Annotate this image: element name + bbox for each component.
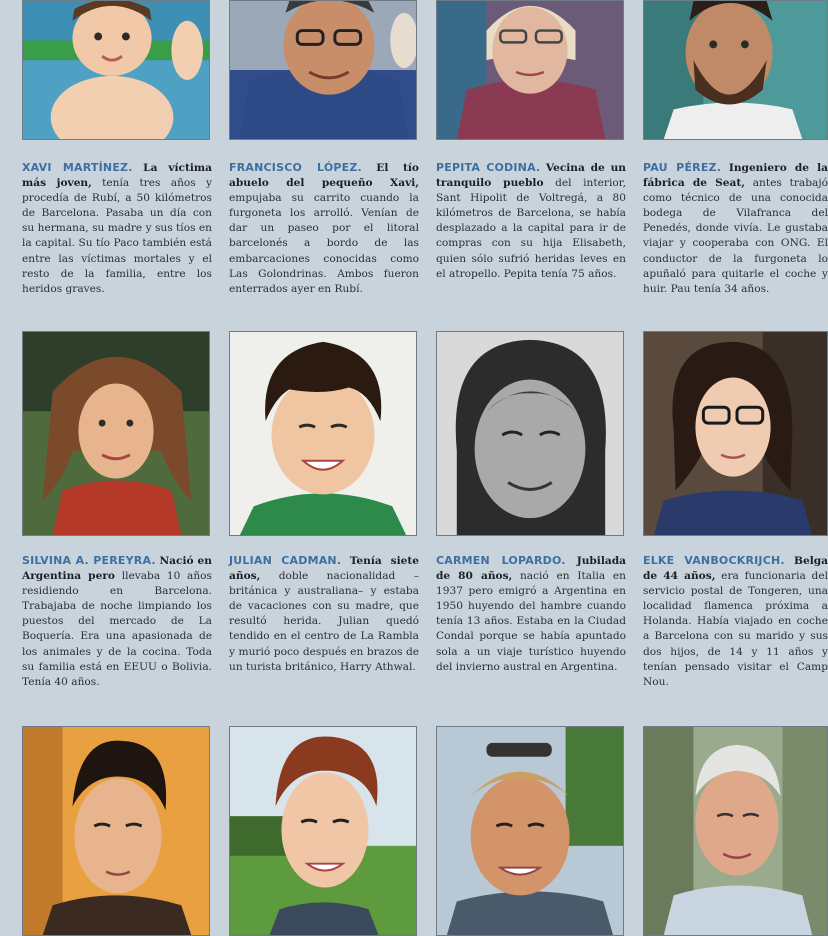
victim-text: nació en Italia en 1937 pero emigró a Argentina en 1950 huyendo del hambre cuando tenía 13 años. Estaba en la Ciudad Condal porque se había apuntado sola a un viaje turístico huyendo del invierno austral en Argentina. — [436, 570, 626, 673]
victim-caption — [643, 160, 828, 297]
victim-caption — [22, 553, 212, 690]
boy-portrait-icon — [230, 332, 416, 535]
victim-lead: Belga de 44 años, — [643, 555, 828, 583]
victim-name: PAU PÉREZ. — [643, 161, 722, 174]
victim-lead: La víctima más joven, — [22, 162, 212, 190]
victim-caption — [436, 160, 626, 282]
victim-name: XAVI MARTÍNEZ. — [22, 161, 133, 174]
victim-name: CARMEN LOPARDO. — [436, 554, 566, 567]
woman-glasses-portrait-icon — [644, 332, 827, 535]
victim-photo — [22, 331, 210, 536]
elderly-woman-portrait-icon — [437, 1, 623, 139]
victim-text: del interior, Sant Hipolit de Voltregá, a 80 kilómetros de Barcelona, se había desplazado a la capital para ir de compras con su hija Elisabeth, quien sólo sufrió heridas leves en el atropello. Pepita tenía 75 años. — [436, 177, 626, 280]
victim-name: ELKE VANBOCKRIJCH. — [643, 554, 785, 567]
victim-photo — [229, 331, 417, 536]
victim-caption — [229, 160, 419, 297]
victim-photo — [22, 726, 210, 936]
baby-portrait-icon — [23, 1, 209, 139]
victim-lead: Ingeniero de la fábrica de Seat, — [643, 162, 828, 190]
victim-lead: Nació en Argentina pero — [22, 555, 212, 583]
victim-photo — [436, 726, 624, 936]
victim-photo — [643, 0, 828, 140]
victim-text: tenía tres años y procedía de Rubí, a 50 kilómetros de Barcelona. Pasaba un día con su hermana, su madre y sus tíos en la capital. Su tío Paco también está entre las víctimas mortales y el resto de la familia, entre los heridos graves. — [22, 177, 212, 295]
victim-caption — [229, 553, 419, 675]
victim-text: era funcionaria del servicio postal de Tongeren, una localidad flamenca próxima a Holanda. Había viajado en coche a Barcelona con su marido y sus dos hijos, de 14 y 11 años y tenían pensado visitar el Camp Nou. — [643, 570, 828, 688]
man-portrait-icon — [230, 1, 416, 139]
bearded-man-portrait-icon — [644, 1, 827, 139]
victim-photo — [643, 726, 828, 936]
woman-portrait-icon — [23, 332, 209, 535]
man-sunglasses-portrait-icon — [437, 727, 623, 935]
victim-text: doble nacionalidad –británica y australiana– y estaba de vacaciones con su madre, que resultó herida. Julian quedó tendido en el centro de La Rambla y murió poco después en brazos de un turista británico, Harry Athwal. — [229, 570, 419, 673]
victim-text: llevaba 10 años residiendo en Barcelona. Trabajaba de noche limpiando los puestos del mercado de La Boquería. Era una apasionada de los animales y de la cocina. Toda su familia está en EEUU o Bolivia. Tenía 40 años. — [22, 570, 212, 688]
young-man-portrait-icon — [23, 727, 209, 935]
victim-caption — [436, 553, 626, 675]
victim-name: JULIAN CADMAN. — [229, 554, 342, 567]
victim-photo — [436, 0, 624, 140]
victim-photo — [436, 331, 624, 536]
victim-photo — [643, 331, 828, 536]
elderly-woman-bw-portrait-icon — [437, 332, 623, 535]
young-man-redhair-portrait-icon — [230, 727, 416, 935]
victim-caption — [643, 553, 828, 690]
victim-caption — [22, 160, 212, 297]
victim-text: empujaba su carrito cuando la furgoneta los arrolló. Venían de dar un paseo por el litoral barcelonés a bordo de las embarcaciones conocidas como Las Golondrinas. Ambos fueron enterrados ayer en Rubí. — [229, 192, 419, 295]
victim-name: FRANCISCO LÓPEZ. — [229, 161, 362, 174]
victim-lead: Jubilada de 80 años, — [436, 555, 626, 583]
victim-photo — [229, 726, 417, 936]
victim-lead: Tenía siete años, — [229, 555, 419, 583]
victim-name: SILVINA A. PEREYRA. — [22, 554, 156, 567]
victim-photo — [229, 0, 417, 140]
victim-text: antes trabajó como técnico de una conocida bodega de Vilafranca del Penedés, donde vivía. Le gustaba viajar y cooperaba con ONG. El conductor de la furgoneta lo apuñaló para quitarle el coche y huir. Pau tenía 34 años. — [643, 177, 828, 295]
victim-lead: El tío abuelo del pequeño Xavi, — [229, 162, 420, 190]
victim-lead: Vecina de un tranquilo pueblo — [436, 162, 626, 190]
victim-name: PEPITA CODINA. — [436, 161, 541, 174]
elderly-man-portrait-icon — [644, 727, 827, 935]
victim-photo — [22, 0, 210, 140]
